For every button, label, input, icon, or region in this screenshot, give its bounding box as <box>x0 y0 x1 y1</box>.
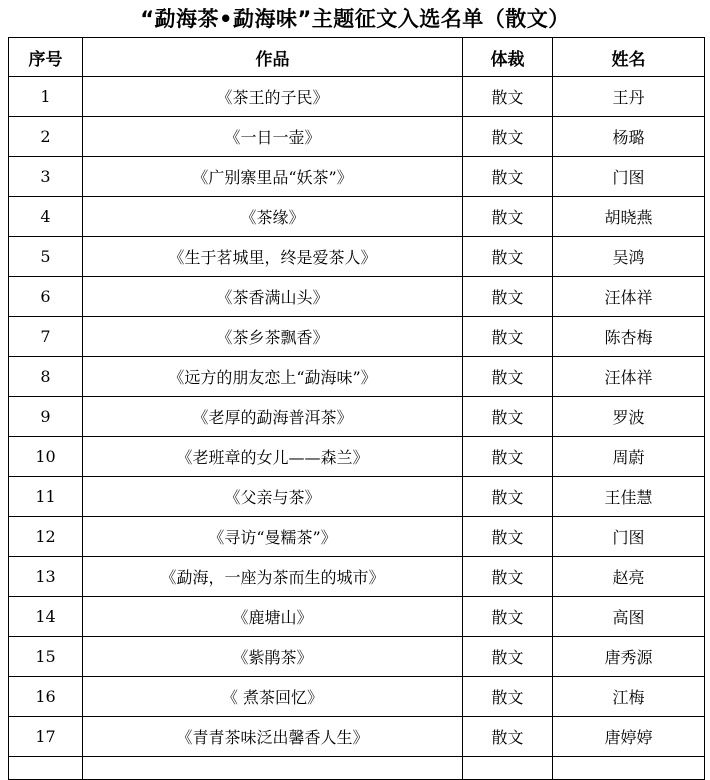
cell-work: 《生于茗城里，终是爱茶人》 <box>83 237 463 277</box>
cell-genre: 散文 <box>463 597 553 637</box>
cell-no: 12 <box>9 517 83 557</box>
cell-name: 胡晓燕 <box>553 197 705 237</box>
table-row <box>9 477 705 517</box>
cell-name: 罗波 <box>553 397 705 437</box>
cell-name: 门图 <box>553 517 705 557</box>
cell-no: 4 <box>9 197 83 237</box>
cell-no: 5 <box>9 237 83 277</box>
cell-genre: 散文 <box>463 317 553 357</box>
table-row <box>9 717 705 757</box>
cell-work: 《青青茶味泛出馨香人生》 <box>83 717 463 757</box>
cell-name: 陈杏梅 <box>553 317 705 357</box>
cell-work: 《广别寨里品“妖茶”》 <box>83 157 463 197</box>
cell-genre: 散文 <box>463 557 553 597</box>
cell-no: 14 <box>9 597 83 637</box>
cell-genre: 散文 <box>463 677 553 717</box>
cell-work: 《老厚的勐海普洱茶》 <box>83 397 463 437</box>
cell-genre: 散文 <box>463 517 553 557</box>
cell-name: 高图 <box>553 597 705 637</box>
cell-no: 15 <box>9 637 83 677</box>
table-row <box>9 517 705 557</box>
cell-name: 吴鸿 <box>553 237 705 277</box>
cell-name: 赵亮 <box>553 557 705 597</box>
cell-genre: 散文 <box>463 197 553 237</box>
cell-genre: 散文 <box>463 437 553 477</box>
cell-genre: 散文 <box>463 237 553 277</box>
table-row <box>9 77 705 117</box>
cell-empty <box>9 757 83 780</box>
table-row-empty <box>9 757 705 780</box>
cell-name: 唐秀源 <box>553 637 705 677</box>
table-row <box>9 237 705 277</box>
cell-work: 《一日一壶》 <box>83 117 463 157</box>
table-row <box>9 277 705 317</box>
cell-name: 唐婷婷 <box>553 717 705 757</box>
cell-name: 杨璐 <box>553 117 705 157</box>
cell-name: 王佳慧 <box>553 477 705 517</box>
results-table-container <box>8 37 704 780</box>
header-row <box>9 38 705 77</box>
cell-work: 《勐海，一座为茶而生的城市》 <box>83 557 463 597</box>
cell-genre: 散文 <box>463 477 553 517</box>
table-row <box>9 437 705 477</box>
cell-work: 《远方的朋友恋上“勐海味”》 <box>83 357 463 397</box>
cell-genre: 散文 <box>463 717 553 757</box>
cell-work: 《老班章的女儿——森兰》 <box>83 437 463 477</box>
cell-work: 《茶乡茶飘香》 <box>83 317 463 357</box>
table-row <box>9 397 705 437</box>
header-work: 作品 <box>83 38 463 77</box>
cell-genre: 散文 <box>463 397 553 437</box>
cell-no: 10 <box>9 437 83 477</box>
cell-empty <box>463 757 553 780</box>
cell-no: 8 <box>9 357 83 397</box>
cell-name: 门图 <box>553 157 705 197</box>
table-row <box>9 357 705 397</box>
cell-work: 《鹿塘山》 <box>83 597 463 637</box>
cell-work: 《紫鹃茶》 <box>83 637 463 677</box>
cell-work: 《 煮茶回忆》 <box>83 677 463 717</box>
cell-no: 13 <box>9 557 83 597</box>
table-row <box>9 677 705 717</box>
cell-empty <box>83 757 463 780</box>
table-row <box>9 597 705 637</box>
cell-work: 《茶香满山头》 <box>83 277 463 317</box>
table-row <box>9 557 705 597</box>
table-row <box>9 637 705 677</box>
header-genre: 体裁 <box>463 38 553 77</box>
cell-no: 2 <box>9 117 83 157</box>
page-title: “勐海茶•勐海味”主题征文入选名单（散文） <box>140 7 570 31</box>
cell-no: 3 <box>9 157 83 197</box>
cell-no: 9 <box>9 397 83 437</box>
cell-name: 王丹 <box>553 77 705 117</box>
cell-genre: 散文 <box>463 637 553 677</box>
cell-genre: 散文 <box>463 117 553 157</box>
cell-name: 汪体祥 <box>553 357 705 397</box>
cell-no: 16 <box>9 677 83 717</box>
cell-work: 《寻访“曼糯茶”》 <box>83 517 463 557</box>
cell-no: 1 <box>9 77 83 117</box>
table-row <box>9 117 705 157</box>
cell-work: 《茶王的子民》 <box>83 77 463 117</box>
cell-name: 周蔚 <box>553 437 705 477</box>
cell-genre: 散文 <box>463 77 553 117</box>
cell-genre: 散文 <box>463 157 553 197</box>
cell-work: 《父亲与茶》 <box>83 477 463 517</box>
cell-no: 11 <box>9 477 83 517</box>
cell-work: 《茶缘》 <box>83 197 463 237</box>
table-row <box>9 157 705 197</box>
cell-genre: 散文 <box>463 357 553 397</box>
cell-no: 17 <box>9 717 83 757</box>
table-row <box>9 317 705 357</box>
cell-genre: 散文 <box>463 277 553 317</box>
cell-name: 江梅 <box>553 677 705 717</box>
cell-name: 汪体祥 <box>553 277 705 317</box>
results-table <box>8 37 705 780</box>
table-row <box>9 197 705 237</box>
cell-no: 6 <box>9 277 83 317</box>
header-no: 序号 <box>9 38 83 77</box>
header-name: 姓名 <box>553 38 705 77</box>
cell-empty <box>553 757 705 780</box>
cell-no: 7 <box>9 317 83 357</box>
